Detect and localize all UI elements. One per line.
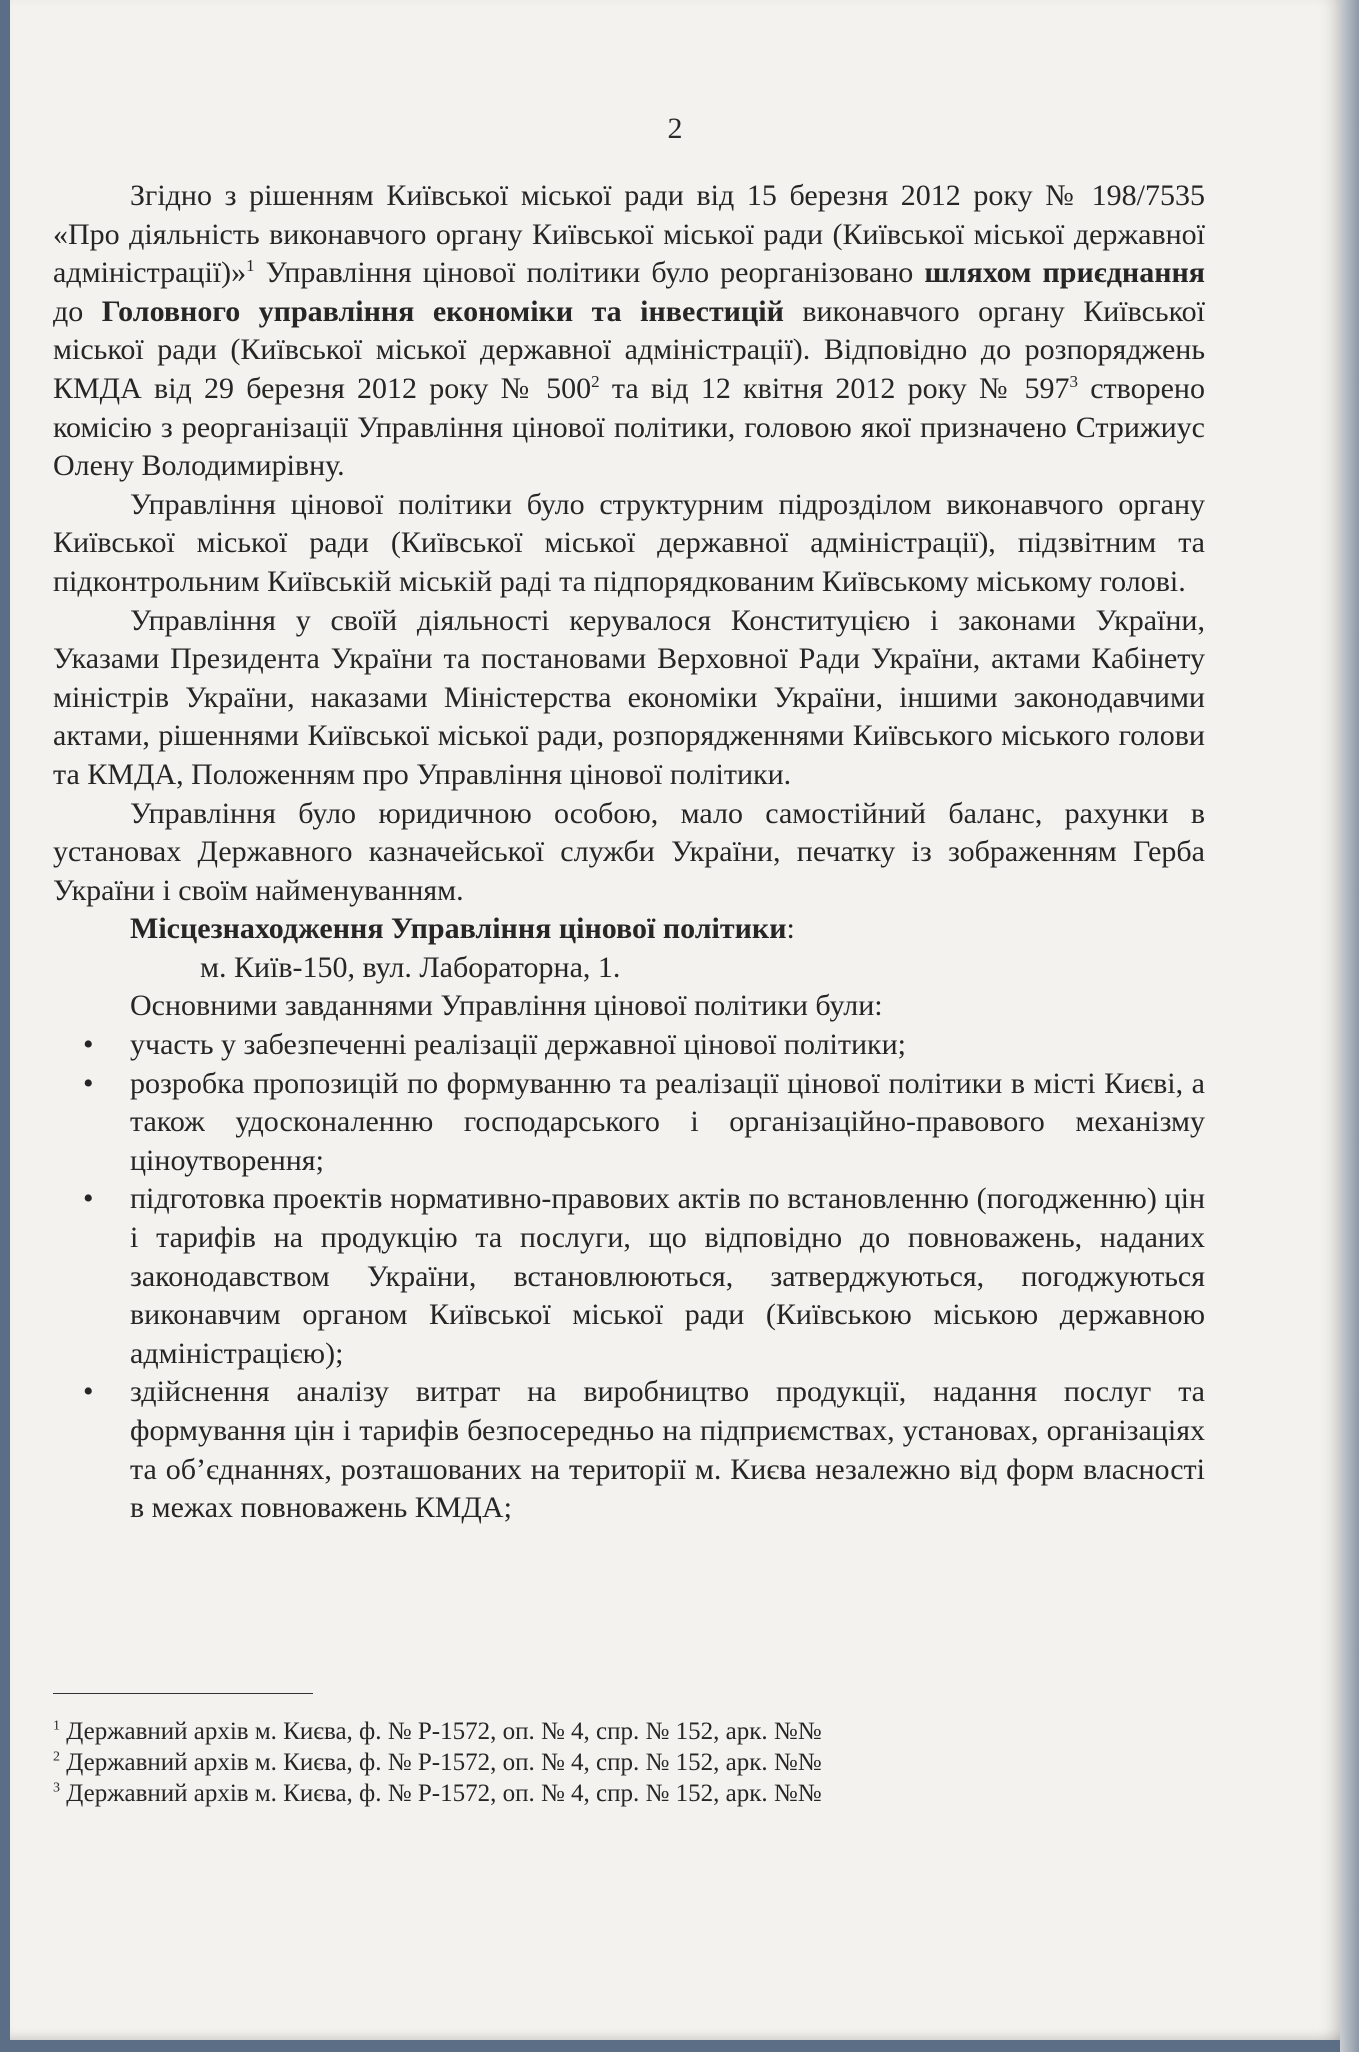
footnote-ref: 2 (591, 371, 600, 391)
paragraph-text: виконавчого органу Київської міської ради (Київської міської державної адміністрації). Відповідно до розпоряджень КМДА від 29 березня 2012 року № 500 (53, 294, 1205, 405)
location-label: Місцезнаходження Управління цінової політики (130, 912, 787, 946)
paragraph-text: до (53, 294, 102, 328)
location-heading (53, 910, 1205, 949)
address: м. Київ-150, вул. Лабораторна, 1. (200, 950, 621, 984)
bold-text: шляхом приєднання (924, 256, 1205, 290)
footnotes (53, 1716, 1153, 1809)
paragraph-text: створено комісію з реорганізації Управління цінової політики, головою якої призначено Стрижиус Олену Володимирівну. (53, 371, 1205, 483)
footnote-mark: 2 (53, 1749, 60, 1765)
footnote-text: Державний архів м. Києва, ф. № Р-1572, оп. № 4, спр. № 152, арк. №№ (60, 1749, 822, 1776)
footnote (53, 1716, 1153, 1747)
bullet-icon: • (83, 1182, 94, 1216)
bullet-icon: • (83, 1028, 94, 1062)
footnote-ref: 1 (246, 256, 255, 276)
footnote-mark: 1 (53, 1718, 60, 1734)
list-item-text: здійснення аналізу витрат на виробництво продукції, надання послуг та формування цін і тарифів безпосередньо на підприємствах, установах, організаціях та об’єднаннях, розташованих на території м. Києва незалежно від форм власності в межах повноважень КМДА; (130, 1375, 1205, 1525)
paragraph-reorganization (53, 177, 1205, 486)
list-item (53, 1065, 1205, 1181)
footnote-ref: 3 (1069, 371, 1079, 391)
list-item-text: розробка пропозицій по формуванню та реалізації цінової політики в місті Києві, а також удосконаленню господарського і організаційно-правового механізму ціноутворення; (130, 1066, 1205, 1177)
paragraph-text: Згідно з рішенням Київської міської ради від 15 березня 2012 року № 198/7535 «Про діяльність виконавчого органу Київської міської ради (Київської міської державної адміністрації)» (53, 179, 1205, 290)
paragraph-legal-basis: Управління у своїй діяльності керувалося Конституцією і законами України, Указами Президента України та постановами Верховної Ради України, актами Кабінету міністрів України, наказами Міністерства економіки України, іншими законодавчими актами, рішеннями Київської міської ради, розпорядженнями Київського міського голови та КМДА, Положенням про Управління цінової політики. (53, 603, 1205, 791)
list-item (53, 1180, 1205, 1373)
bullet-icon: • (83, 1375, 94, 1409)
footnote (53, 1778, 1153, 1809)
footnote-text: Державний архів м. Києва, ф. № Р-1572, оп. № 4, спр. № 152, арк. №№ (60, 1780, 822, 1807)
footnote-divider (53, 1693, 313, 1694)
page-number: 2 (667, 112, 683, 145)
list-item-text: підготовка проектів нормативно-правових актів по встановленню (погодженню) цін і тарифів на продукцію та послуги, що відповідно до повноважень, наданих законодавством України, встановлюються, затверджуються, погоджуються виконавчим органом Київської міської ради (Київською міською державною адміністрацією); (130, 1182, 1205, 1370)
page-edge-shadow (1340, 0, 1359, 2052)
paragraph-legal-entity: Управління було юридичною особою, мало самостійний баланс, рахунки в установах Державного казначейської служби України, печатку із зображенням Герба України і своїм найменуванням. (53, 796, 1205, 907)
paragraph-structure: Управління цінової політики було структурним підрозділом виконавчого органу Київської міської ради (Київської міської державної адміністрації), підзвітним та підконтрольним Київській міській раді та підпорядкованим Київському міському голові. (53, 487, 1205, 598)
paragraph-text: та від 12 квітня 2012 року № 597 (599, 371, 1070, 405)
tasks-intro: Основними завданнями Управління цінової політики були: (130, 989, 883, 1023)
list-item-text: участь у забезпеченні реалізації державної цінової політики; (130, 1028, 907, 1062)
footnote-mark: 3 (53, 1780, 60, 1796)
footnote (53, 1747, 1153, 1778)
bullet-icon: • (83, 1066, 94, 1100)
document-page (10, 0, 1340, 2040)
paragraph-text: Управління цінової політики було реорганізовано (254, 256, 925, 290)
footnote-text: Державний архів м. Києва, ф. № Р-1572, оп. № 4, спр. № 152, арк. №№ (60, 1718, 822, 1745)
list-item (53, 1373, 1205, 1527)
list-item (53, 1026, 1205, 1065)
location-colon: : (786, 912, 795, 946)
bold-text: Головного управління економіки та інвестицій (101, 294, 784, 328)
tasks-list (53, 1026, 1205, 1528)
document-body (53, 177, 1205, 1528)
